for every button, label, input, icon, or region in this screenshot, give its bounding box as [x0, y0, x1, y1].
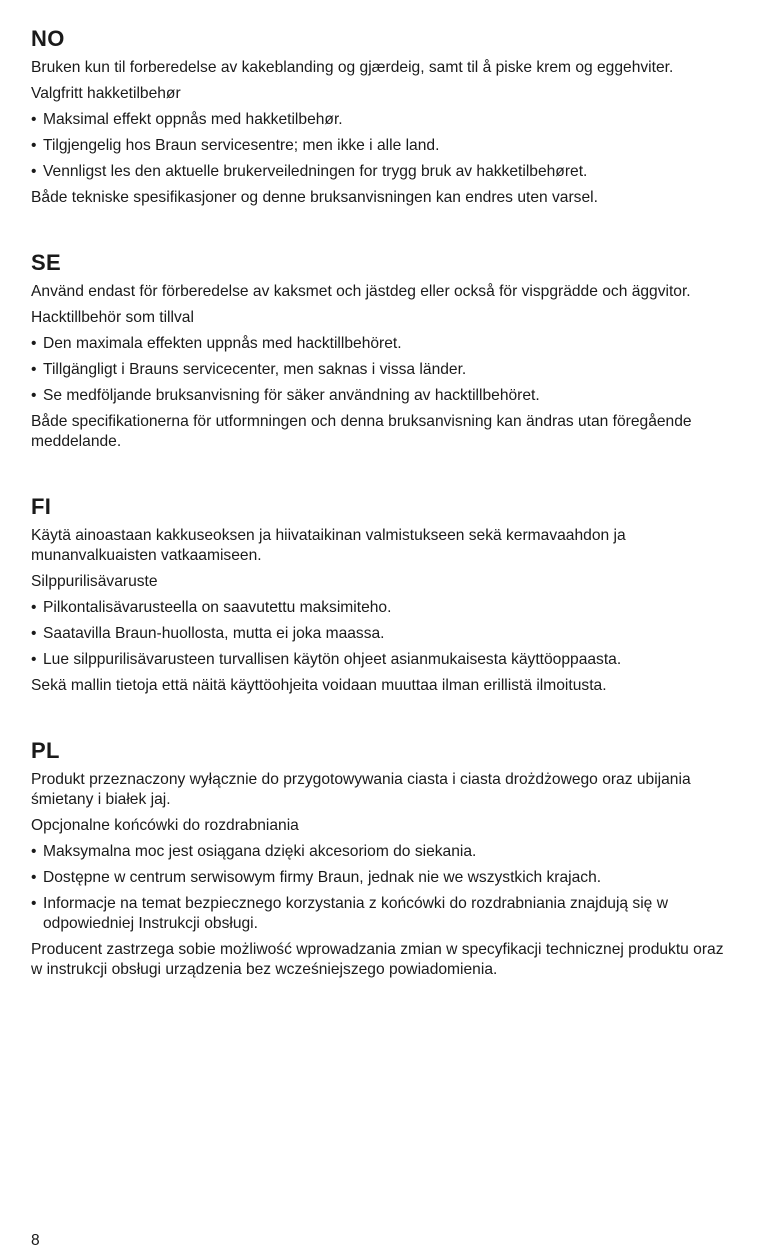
bullet-item: • Se medföljande bruksanvisning för säker användning av hacktillbehöret.: [31, 387, 540, 404]
section-se: [31, 250, 731, 452]
intro-text: Bruken kun til forberedelse av kakeblanding og gjærdeig, samt til å piske krem og eggehviter.: [31, 59, 674, 76]
bullet-icon: •: [31, 651, 37, 668]
document-page: [31, 26, 731, 986]
bullet-item: • Maksymalna moc jest osiągana dzięki akcesoriom do siekania.: [31, 843, 477, 860]
bullet-icon: •: [31, 599, 37, 616]
disclaimer-text: Producent zastrzega sobie możliwość wprowadzania zmian w specyfikacji technicznej produktu oraz w instrukcji obsługi urządzenia bez wcześniejszego powiadomienia.: [31, 941, 724, 978]
bullet-item: • Informacje na temat bezpiecznego korzystania z końcówki do rozdrabniania znajdują się w odpowiedniej Instrukcji obsługi.: [31, 895, 668, 932]
section-no: [31, 26, 731, 208]
bullet-item: • Tillgängligt i Brauns servicecenter, men saknas i vissa länder.: [31, 361, 467, 378]
subheading: Silppurilisävaruste: [31, 573, 158, 590]
bullet-item: • Tilgjengelig hos Braun servicesentre; men ikke i alle land.: [31, 137, 440, 154]
language-code: FI: [31, 494, 52, 519]
subheading: Valgfritt hakketilbehør: [31, 85, 181, 102]
language-code: PL: [31, 738, 60, 763]
intro-text: Använd endast för förberedelse av kaksmet och jästdeg eller också för vispgrädde och äggvitor.: [31, 283, 691, 300]
subheading: Hacktillbehör som tillval: [31, 309, 194, 326]
bullet-item: • Dostępne w centrum serwisowym firmy Braun, jednak nie we wszystkich krajach.: [31, 869, 602, 886]
bullet-icon: •: [31, 387, 37, 404]
bullet-icon: •: [31, 111, 37, 128]
bullet-icon: •: [31, 895, 37, 912]
bullet-item: • Maksimal effekt oppnås med hakketilbehør.: [31, 111, 343, 128]
bullet-item: • Den maximala effekten uppnås med hacktillbehöret.: [31, 335, 402, 352]
language-code: SE: [31, 250, 61, 275]
disclaimer-text: Både tekniske spesifikasjoner og denne bruksanvisningen kan endres uten varsel.: [31, 189, 598, 206]
intro-text: Produkt przeznaczony wyłącznie do przygotowywania ciasta i ciasta drożdżowego oraz ubijania śmietany i białek jaj.: [31, 771, 691, 808]
intro-text: Käytä ainoastaan kakkuseoksen ja hiivataikinan valmistukseen sekä kermavaahdon ja munanvalkuaisten vatkaamiseen.: [31, 527, 626, 564]
section-fi: [31, 494, 731, 696]
bullet-icon: •: [31, 137, 37, 154]
page-number: 8: [31, 1232, 40, 1249]
section-pl: [31, 738, 731, 980]
language-code: NO: [31, 26, 65, 51]
disclaimer-text: Sekä mallin tietoja että näitä käyttöohjeita voidaan muuttaa ilman erillistä ilmoitusta.: [31, 677, 607, 694]
bullet-icon: •: [31, 335, 37, 352]
bullet-icon: •: [31, 869, 37, 886]
disclaimer-text: Både specifikationerna för utformningen och denna bruksanvisning kan ändras utan föregående meddelande.: [31, 413, 692, 450]
bullet-item: • Pilkontalisävarusteella on saavutettu maksimiteho.: [31, 599, 392, 616]
bullet-icon: •: [31, 361, 37, 378]
bullet-item: • Saatavilla Braun-huollosta, mutta ei joka maassa.: [31, 625, 385, 642]
bullet-icon: •: [31, 625, 37, 642]
bullet-item: • Lue silppurilisävarusteen turvallisen käytön ohjeet asianmukaisesta käyttöoppaasta.: [31, 651, 622, 668]
bullet-icon: •: [31, 163, 37, 180]
subheading: Opcjonalne końcówki do rozdrabniania: [31, 817, 299, 834]
bullet-item: • Vennligst les den aktuelle brukerveiledningen for trygg bruk av hakketilbehøret.: [31, 163, 588, 180]
bullet-icon: •: [31, 843, 37, 860]
